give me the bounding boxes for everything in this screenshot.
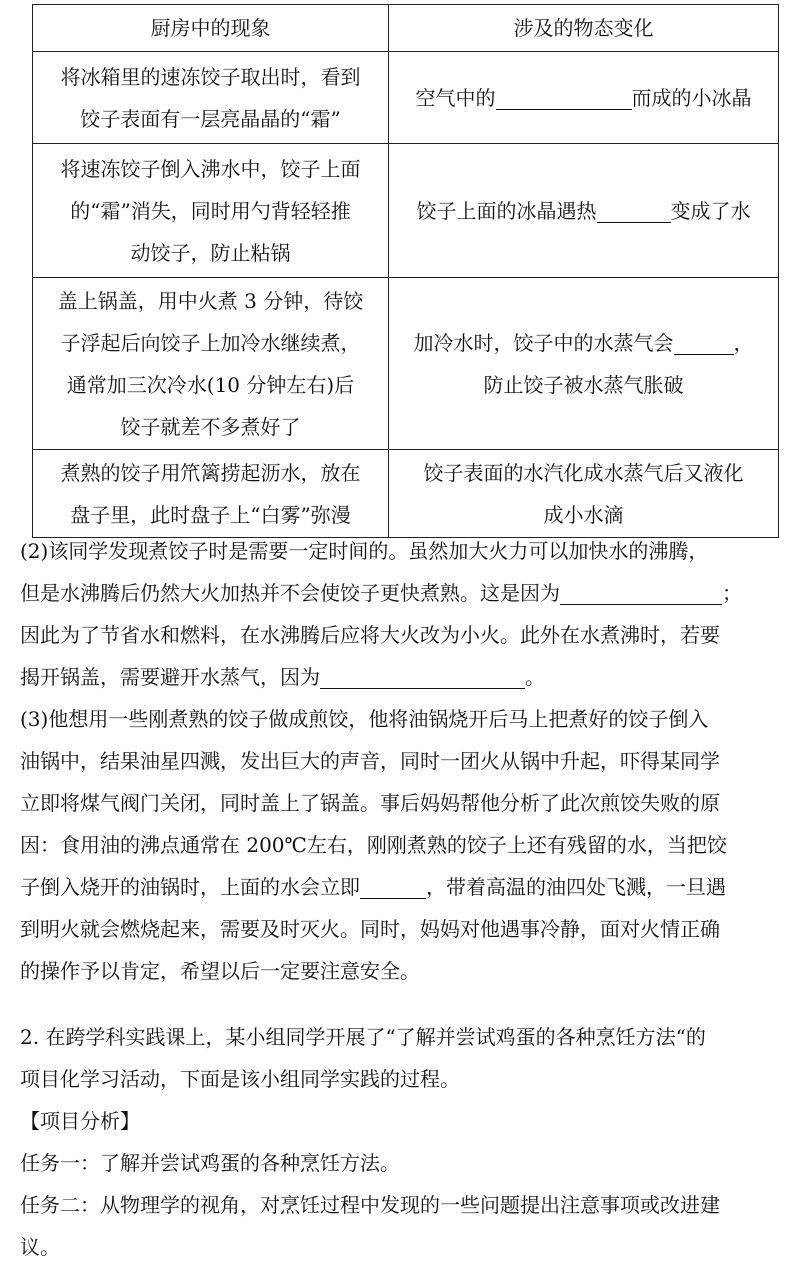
table-row <box>33 450 779 538</box>
header-phenomenon: 厨房中的现象 <box>33 5 389 52</box>
cell-line: 煮熟的饺子用笊篱捞起沥水，放在 <box>60 460 361 485</box>
problem-2 <box>20 1016 790 1268</box>
q2-text: ； <box>722 581 742 605</box>
answer-blank[interactable] <box>496 87 632 110</box>
cell-line: 将速冻饺子倒入沸水中，饺子上面 <box>60 156 361 181</box>
q3-line: 的操作予以肯定，希望以后一定要注意安全。 <box>20 959 420 983</box>
cell-line <box>403 322 764 364</box>
q3-text: 子倒入烧开的油锅时，上面的水会立即 <box>20 875 360 899</box>
cell-line: 饺子表面有一层亮晶晶的“霜” <box>80 106 341 131</box>
q3-text: ，带着高温的油四处飞溅，一旦遇 <box>426 875 726 899</box>
q3-line: (3)他想用一些刚煮熟的饺子做成煎饺，他将油锅烧开后马上把煮好的饺子倒入 <box>20 707 709 731</box>
q2-text: 但是水沸腾后仍然大火加热并不会使饺子更快煮熟。这是因为 <box>20 581 560 605</box>
phenomenon-cell <box>33 52 389 144</box>
cell-text: 而成的小冰晶 <box>631 85 752 110</box>
cell-line: 盘子里，此时盘子上“白雾”弥漫 <box>70 502 351 527</box>
cell-line: 饺子表面的水汽化成水蒸气后又液化 <box>423 460 744 485</box>
cell-line: 饺子就差不多煮好了 <box>120 414 301 439</box>
cell-line: 的“霜”消失，同时用勺背轻轻推 <box>70 198 351 223</box>
task-2-line: 任务二：从物理学的视角，对烹饪过程中发现的一些问题提出注意事项或改进建 <box>20 1193 720 1217</box>
cell-line: 动饺子，防止粘锅 <box>130 240 291 265</box>
phenomena-table <box>32 4 779 538</box>
cell-line: 将冰箱里的速冻饺子取出时，看到 <box>60 64 361 89</box>
table-row <box>33 144 779 278</box>
q3-line: 到明火就会燃烧起来，需要及时灭火。同时，妈妈对他遇事冷静，面对火情正确 <box>20 917 720 941</box>
answer-blank[interactable] <box>674 332 734 355</box>
state-change-cell <box>389 52 779 144</box>
state-change-cell <box>389 450 779 538</box>
answer-blank[interactable] <box>597 200 671 223</box>
q3-line <box>20 866 790 908</box>
answer-blank[interactable] <box>360 876 426 899</box>
cell-text: 加冷水时，饺子中的水蒸气会 <box>413 330 674 355</box>
task-1: 任务一：了解并尝试鸡蛋的各种烹饪方法。 <box>20 1151 400 1175</box>
answer-blank[interactable] <box>560 582 722 605</box>
q3-line: 立即将煤气阀门关闭，同时盖上了锅盖。事后妈妈帮他分析了此次煎饺失败的原 <box>20 791 720 815</box>
q2-line: 因此为了节省水和燃料，在水沸腾后应将大火改为小火。此外在水煮沸时，若要 <box>20 623 720 647</box>
q2-line <box>20 656 790 698</box>
answer-blank[interactable] <box>320 666 525 689</box>
state-change-cell <box>389 278 779 450</box>
state-change-cell <box>389 144 779 278</box>
table-row <box>33 278 779 450</box>
task-2-line: 议。 <box>20 1235 60 1259</box>
cell-line: 子浮起后向饺子上加冷水继续煮， <box>60 330 361 355</box>
q3-line: 油锅中，结果油星四溅，发出巨大的声音，同时一团火从锅中升起，吓得某同学 <box>20 749 720 773</box>
cell-line: 防止饺子被水蒸气胀破 <box>483 372 684 397</box>
phenomenon-cell <box>33 278 389 450</box>
header-state-change: 涉及的物态变化 <box>389 5 779 52</box>
q2-line: (2)该同学发现煮饺子时是需要一定时间的。虽然加大火力可以加快水的沸腾， <box>20 539 709 563</box>
section-heading: 【项目分析】 <box>20 1109 140 1133</box>
question-2 <box>20 530 790 698</box>
phenomenon-cell <box>33 450 389 538</box>
question-3 <box>20 698 790 992</box>
problem-2-line: 2. 在跨学科实践课上，某小组同学开展了“了解并尝试鸡蛋的各种烹饪方法“的 <box>20 1025 706 1049</box>
table-header-row <box>33 5 779 52</box>
q3-line: 因：食用油的沸点通常在 200℃左右，刚刚煮熟的饺子上还有残留的水，当把饺 <box>20 833 727 857</box>
q2-line <box>20 572 790 614</box>
cell-text: 变成了水 <box>670 198 751 223</box>
phenomenon-cell <box>33 144 389 278</box>
cell-text: 饺子上面的冰晶遇热 <box>416 198 597 223</box>
q2-text: 。 <box>525 665 545 689</box>
table-row <box>33 52 779 144</box>
cell-line: 成小水滴 <box>543 502 624 527</box>
cell-text: ， <box>733 330 754 355</box>
cell-line: 通常加三次冷水(10 分钟左右)后 <box>66 372 355 397</box>
cell-text: 空气中的 <box>415 85 496 110</box>
problem-2-line: 项目化学习活动，下面是该小组同学实践的过程。 <box>20 1067 460 1091</box>
q2-text: 揭开锅盖，需要避开水蒸气，因为 <box>20 665 320 689</box>
cell-line: 盖上锅盖，用中火煮 3 分钟，待饺 <box>57 288 364 313</box>
